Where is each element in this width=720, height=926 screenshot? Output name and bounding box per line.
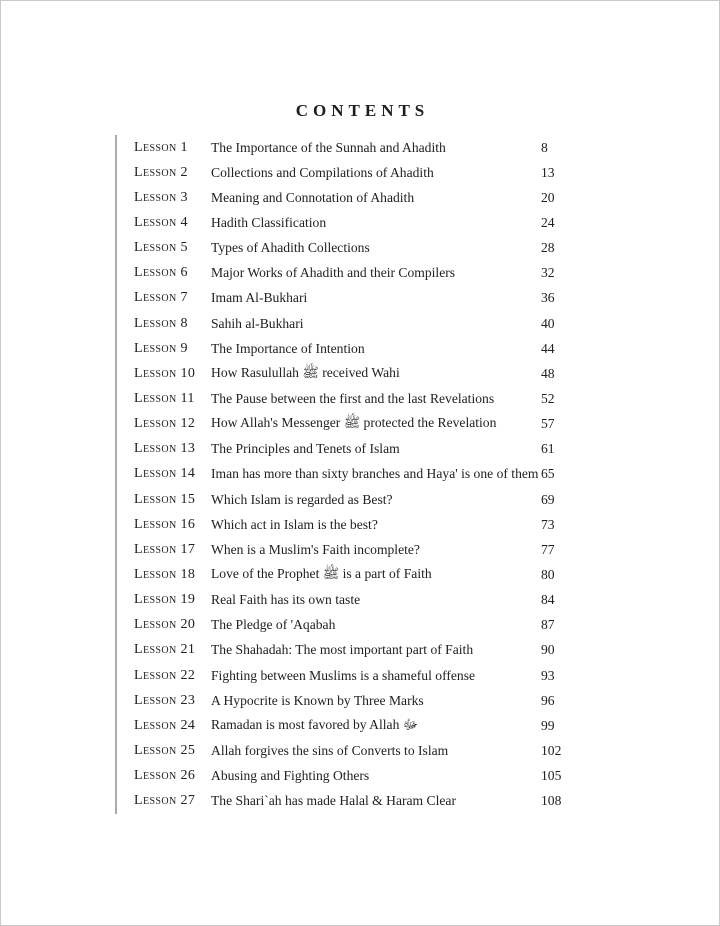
toc-lesson-label: Lesson 12 bbox=[134, 416, 196, 432]
toc-page-number: 105 bbox=[541, 768, 562, 784]
toc-lesson-label: Lesson 17 bbox=[134, 541, 196, 557]
toc-lesson-label: Lesson 19 bbox=[134, 592, 196, 608]
toc-row bbox=[134, 462, 604, 487]
toc-entry-title: The Pledge of 'Aqabah bbox=[211, 617, 336, 633]
toc-page-number: 48 bbox=[541, 365, 555, 381]
toc-row bbox=[134, 537, 604, 562]
toc-page-number: 28 bbox=[541, 240, 555, 256]
toc-row bbox=[134, 311, 604, 336]
toc-entry-title: Which act in Islam is the best? bbox=[211, 516, 378, 532]
toc-row bbox=[134, 160, 604, 185]
toc-lesson-label: Lesson 26 bbox=[134, 768, 196, 784]
toc-page-number: 36 bbox=[541, 290, 555, 306]
toc-page-number: 99 bbox=[541, 717, 555, 733]
toc-row bbox=[134, 135, 604, 160]
toc-page-number: 8 bbox=[541, 139, 548, 155]
toc-lesson-label: Lesson 27 bbox=[134, 793, 196, 809]
toc-entry-title: The Shari`ah has made Halal & Haram Clear bbox=[211, 793, 456, 809]
toc-entry-title: A Hypocrite is Known by Three Marks bbox=[211, 692, 424, 708]
toc-row bbox=[134, 512, 604, 537]
toc-lesson-label: Lesson 20 bbox=[134, 617, 196, 633]
toc-entry-title: Ramadan is most favored by Allah ﷻ bbox=[211, 716, 419, 732]
toc-lesson-label: Lesson 8 bbox=[134, 315, 188, 331]
toc-entry-title: The Importance of the Sunnah and Ahadith bbox=[211, 139, 446, 155]
toc-entry-title: How Allah's Messenger ﷺ protected the Revelation bbox=[211, 415, 497, 431]
toc-row bbox=[134, 487, 604, 512]
toc-row bbox=[134, 286, 604, 311]
toc-lesson-label: Lesson 14 bbox=[134, 466, 196, 482]
toc-page-number: 13 bbox=[541, 164, 555, 180]
toc-lesson-label: Lesson 5 bbox=[134, 240, 188, 256]
toc-page-number: 40 bbox=[541, 315, 555, 331]
toc-lesson-label: Lesson 11 bbox=[134, 390, 195, 406]
toc-page-number: 73 bbox=[541, 516, 555, 532]
toc-row bbox=[134, 789, 604, 814]
toc-entry-title: The Pause between the first and the last Revelations bbox=[211, 390, 495, 406]
toc-row bbox=[134, 638, 604, 663]
toc-lesson-label: Lesson 18 bbox=[134, 566, 196, 582]
toc-entry-title: Which Islam is regarded as Best? bbox=[211, 491, 393, 507]
toc-entry-title: Collections and Compilations of Ahadith bbox=[211, 164, 434, 180]
toc-row bbox=[134, 764, 604, 789]
toc-row bbox=[134, 738, 604, 763]
toc-page-number: 84 bbox=[541, 592, 555, 608]
toc-page-number: 61 bbox=[541, 441, 555, 457]
toc-row bbox=[134, 261, 604, 286]
toc-row bbox=[134, 562, 604, 587]
toc-lesson-label: Lesson 13 bbox=[134, 441, 196, 457]
toc-lesson-label: Lesson 24 bbox=[134, 717, 196, 733]
toc-entry-title: Allah forgives the sins of Converts to Islam bbox=[211, 742, 449, 758]
toc-row bbox=[134, 613, 604, 638]
toc-entry-title: The Principles and Tenets of Islam bbox=[211, 441, 400, 457]
toc-row bbox=[134, 386, 604, 411]
toc-lesson-label: Lesson 6 bbox=[134, 265, 188, 281]
toc-page-number: 96 bbox=[541, 692, 555, 708]
toc-page-number: 77 bbox=[541, 541, 555, 557]
toc-row bbox=[134, 588, 604, 613]
toc-lesson-label: Lesson 3 bbox=[134, 189, 188, 205]
contents-title: CONTENTS bbox=[295, 101, 430, 120]
toc-lesson-label: Lesson 4 bbox=[134, 214, 188, 230]
toc-lesson-label: Lesson 15 bbox=[134, 491, 196, 507]
toc-page-number: 102 bbox=[541, 742, 562, 758]
toc-entry-title: The Shahadah: The most important part of Faith bbox=[211, 642, 474, 658]
toc-page-number: 90 bbox=[541, 642, 555, 658]
toc-entry-title: Fighting between Muslims is a shameful offense bbox=[211, 667, 476, 683]
toc-lesson-label: Lesson 1 bbox=[134, 139, 188, 155]
toc-lesson-label: Lesson 2 bbox=[134, 164, 188, 180]
toc-page-number: 24 bbox=[541, 214, 555, 230]
toc-lesson-label: Lesson 10 bbox=[134, 365, 196, 381]
toc-row bbox=[134, 412, 604, 437]
toc-page-number: 108 bbox=[541, 793, 562, 809]
toc-entry-title: Love of the Prophet ﷺ is a part of Faith bbox=[211, 565, 432, 581]
toc-page-number: 69 bbox=[541, 491, 555, 507]
toc-row bbox=[134, 437, 604, 462]
toc-page-number: 57 bbox=[541, 416, 555, 432]
toc-lesson-label: Lesson 9 bbox=[134, 340, 188, 356]
toc-lesson-label: Lesson 21 bbox=[134, 642, 196, 658]
toc-entry-title: When is a Muslim's Faith incomplete? bbox=[211, 541, 420, 557]
toc-entry-title: How Rasulullah ﷺ received Wahi bbox=[211, 364, 400, 380]
toc-lesson-label: Lesson 16 bbox=[134, 516, 196, 532]
toc-entry-title: Iman has more than sixty branches and Haya' is one of them bbox=[211, 466, 539, 482]
toc-entry-title: Real Faith has its own taste bbox=[211, 592, 361, 608]
toc-entry-title: Major Works of Ahadith and their Compilers bbox=[211, 265, 456, 281]
toc-entry-title: Sahih al-Bukhari bbox=[211, 315, 304, 331]
toc-row bbox=[134, 236, 604, 261]
toc-page-number: 80 bbox=[541, 566, 555, 582]
toc-row bbox=[134, 663, 604, 688]
toc-row bbox=[134, 185, 604, 210]
toc-page-number: 87 bbox=[541, 617, 555, 633]
toc-row bbox=[134, 361, 604, 386]
toc-row bbox=[134, 688, 604, 713]
toc-lesson-label: Lesson 22 bbox=[134, 667, 196, 683]
toc-page-number: 44 bbox=[541, 340, 555, 356]
toc-entry-title: The Importance of Intention bbox=[211, 340, 365, 356]
toc-row bbox=[134, 713, 604, 738]
toc-page-number: 32 bbox=[541, 265, 555, 281]
toc-lesson-label: Lesson 25 bbox=[134, 742, 196, 758]
toc-page-number: 52 bbox=[541, 390, 555, 406]
toc-page-number: 20 bbox=[541, 189, 555, 205]
toc-page-number: 93 bbox=[541, 667, 555, 683]
table-of-contents bbox=[115, 135, 604, 814]
toc-entry-title: Imam Al-Bukhari bbox=[211, 290, 308, 306]
toc-lesson-label: Lesson 23 bbox=[134, 692, 196, 708]
toc-entry-title: Hadith Classification bbox=[211, 214, 327, 230]
toc-page-number: 65 bbox=[541, 466, 555, 482]
toc-entry-title: Abusing and Fighting Others bbox=[211, 768, 370, 784]
toc-entry-title: Types of Ahadith Collections bbox=[211, 240, 370, 256]
toc-entry-title: Meaning and Connotation of Ahadith bbox=[211, 189, 415, 205]
toc-row bbox=[134, 210, 604, 235]
toc-lesson-label: Lesson 7 bbox=[134, 290, 188, 306]
toc-row bbox=[134, 336, 604, 361]
